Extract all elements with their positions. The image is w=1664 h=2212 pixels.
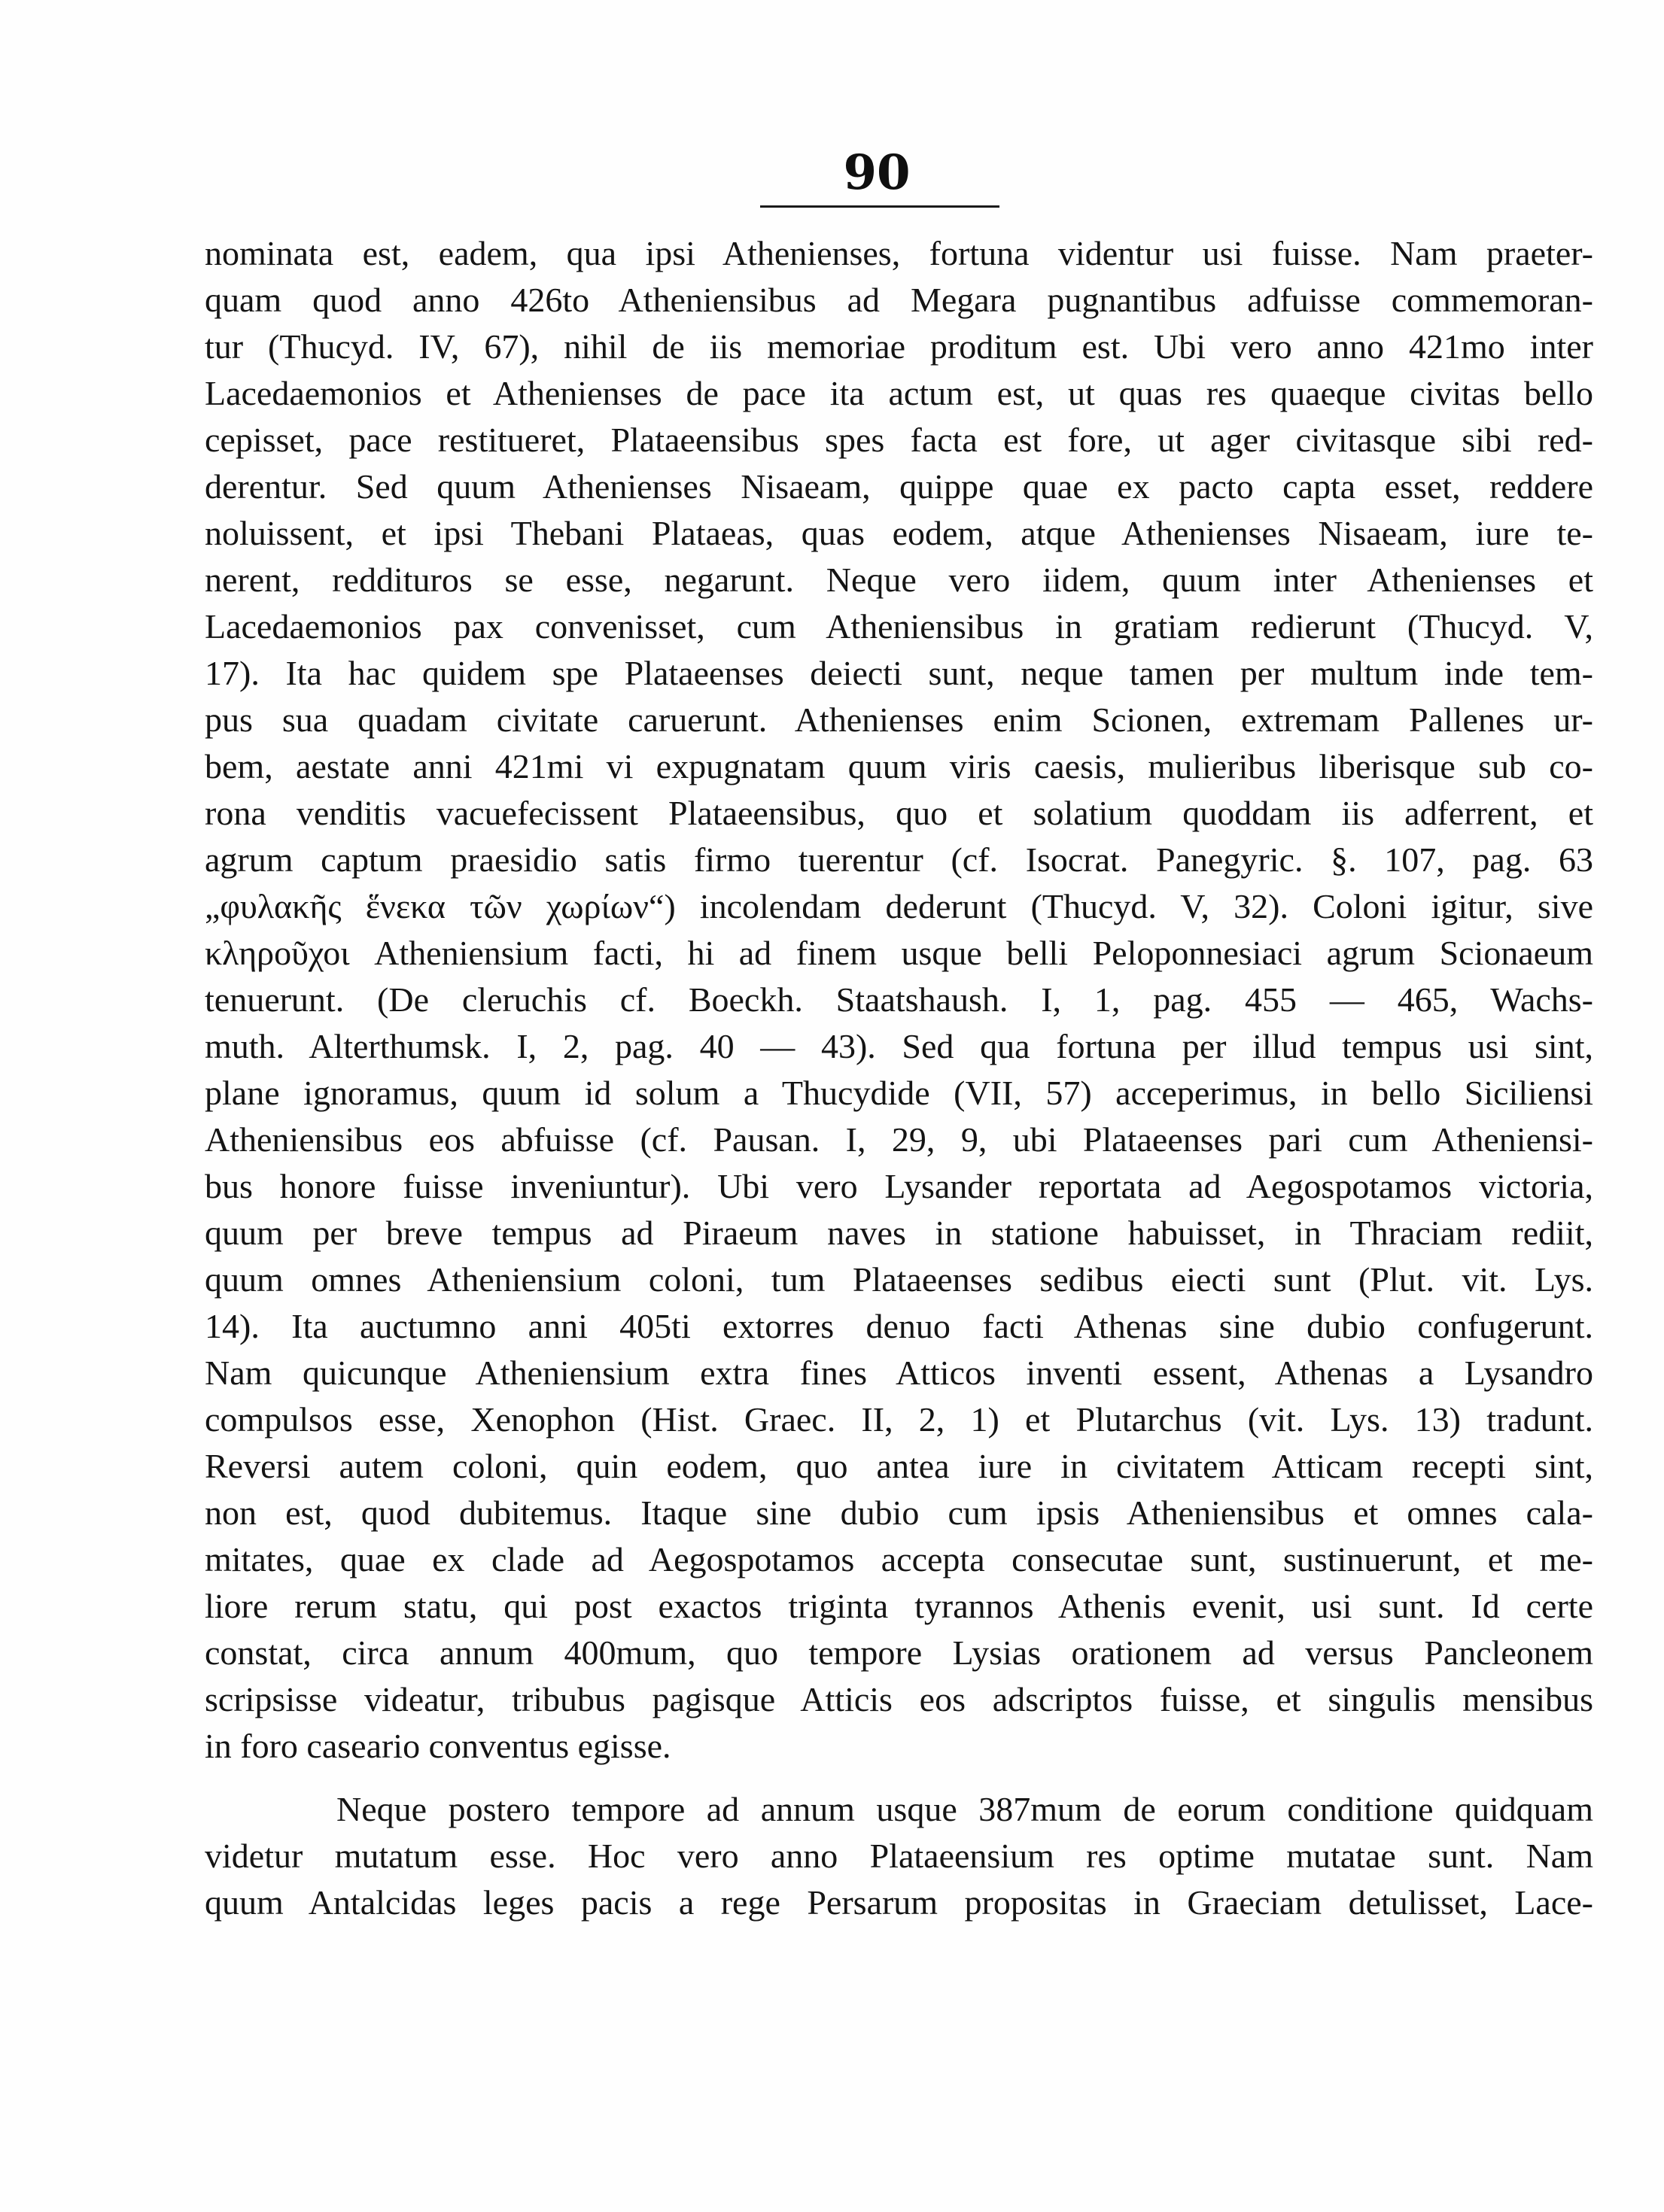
text-line: noluissent, et ipsi Thebani Plataeas, quas eodem, atque Athenienses Nisaeam, iure te- [205,514,1593,552]
text-line: liore rerum statu, qui post exactos triginta tyrannos Athenis evenit, usi sunt. Id certe [205,1587,1593,1625]
text-line: Lacedaemonios pax convenisset, cum Atheniensibus in gratiam redierunt (Thucyd. V, [205,607,1593,646]
text-line: plane ignoramus, quum id solum a Thucydide (VII, 57) acceperimus, in bello Siciliensi [205,1074,1593,1112]
page-number: 90 [843,144,911,201]
text-line: agrum captum praesidio satis firmo tuerentur (cf. Isocrat. Panegyric. §. 107, pag. 63 [205,840,1593,879]
text-line: constat, circa annum 400mum, quo tempore Lysias orationem ad versus Pancleonem [205,1633,1593,1672]
text-line: bem, aestate anni 421mi vi expugnatam quum viris caesis, mulieribus liberisque sub co- [205,747,1593,785]
text-line: Nam quicunque Atheniensium extra fines Atticos inventi essent, Athenas a Lysandro [205,1354,1593,1392]
text-line: Lacedaemonios et Athenienses de pace ita actum est, ut quas res quaeque civitas bello [205,374,1593,412]
text-line: scripsisse videatur, tribubus pagisque Atticis eos adscriptos fuisse, et singulis mensibus [205,1680,1593,1718]
paragraph-spacer [205,1770,1593,1786]
text-line: bus honore fuisse inveniuntur). Ubi vero Lysander reportata ad Aegospotamos victoria, [205,1167,1593,1205]
text-line: nominata est, eadem, qua ipsi Athenienses, fortuna videntur usi fuisse. Nam praeter- [205,234,1593,272]
text-line: derentur. Sed quum Athenienses Nisaeam, quippe quae ex pacto capta esset, reddere [205,467,1593,506]
text-line: rona venditis vacuefecissent Plataeensibus, quo et solatium quoddam iis adferrent, et [205,794,1593,832]
paragraph-1 [205,230,1593,1770]
text-line: in foro caseario conventus egisse. [205,1727,671,1765]
greek-text-line: „φυλακῆς ἕνεκα τῶν χωρίων“) incolendam dederunt (Thucyd. V, 32). Coloni igitur, sive [205,887,1593,925]
body-text [205,230,1593,1926]
text-line: pus sua quadam civitate caruerunt. Athenienses enim Scionen, extremam Pallenes ur- [205,700,1593,739]
text-line: cepisset, pace restitueret, Plataeensibus spes facta est fore, ut ager civitasque sibi red- [205,421,1593,459]
text-line: nerent, reddituros se esse, negarunt. Neque vero iidem, quum inter Athenienses et [205,561,1593,599]
text-line: non est, quod dubitemus. Itaque sine dubio cum ipsis Atheniensibus et omnes cala- [205,1493,1593,1532]
text-line: quum Antalcidas leges pacis a rege Persarum propositas in Graeciam detulisset, Lace- [205,1883,1593,1922]
text-line: muth. Alterthumsk. I, 2, pag. 40 — 43). Sed qua fortuna per illud tempus usi sint, [205,1027,1593,1065]
text-line: compulsos esse, Xenophon (Hist. Graec. II, 2, 1) et Plutarchus (vit. Lys. 13) tradunt. [205,1400,1593,1439]
text-line: quum omnes Atheniensium coloni, tum Plataeenses sedibus eiecti sunt (Plut. vit. Lys. [205,1260,1593,1299]
text-line: quam quod anno 426to Atheniensibus ad Megara pugnantibus adfuisse commemoran- [205,281,1593,319]
text-line: tur (Thucyd. IV, 67), nihil de iis memoriae proditum est. Ubi vero anno 421mo inter [205,327,1593,366]
text-line: 14). Ita auctumno anni 405ti extorres denuo facti Athenas sine dubio confugerunt. [205,1307,1593,1345]
text-line: mitates, quae ex clade ad Aegospotamos accepta consecutae sunt, sustinuerunt, et me- [205,1540,1593,1578]
text-line: quum per breve tempus ad Piraeum naves in statione habuisset, in Thraciam rediit, [205,1214,1593,1252]
text-line: videtur mutatum esse. Hoc vero anno Plataeensium res optime mutatae sunt. Nam [205,1837,1593,1875]
text-line: Neque postero tempore ad annum usque 387mum de eorum conditione quidquam [336,1790,1593,1828]
text-line: Reversi autem coloni, quin eodem, quo antea iure in civitatem Atticam recepti sint, [205,1447,1593,1485]
header-rule [760,205,999,208]
paragraph-2 [205,1786,1593,1926]
text-line: tenuerunt. (De cleruchis cf. Boeckh. Staatshaush. I, 1, pag. 455 — 465, Wachs- [205,980,1593,1019]
greek-text-line: κληροῦχοι Atheniensium facti, hi ad finem usque belli Peloponnesiaci agrum Scionaeum [205,934,1593,972]
text-line: 17). Ita hac quidem spe Plataeenses deiecti sunt, neque tamen per multum inde tem- [205,654,1593,692]
text-line: Atheniensibus eos abfuisse (cf. Pausan. I, 29, 9, ubi Plataeenses pari cum Atheniensi- [205,1120,1593,1159]
